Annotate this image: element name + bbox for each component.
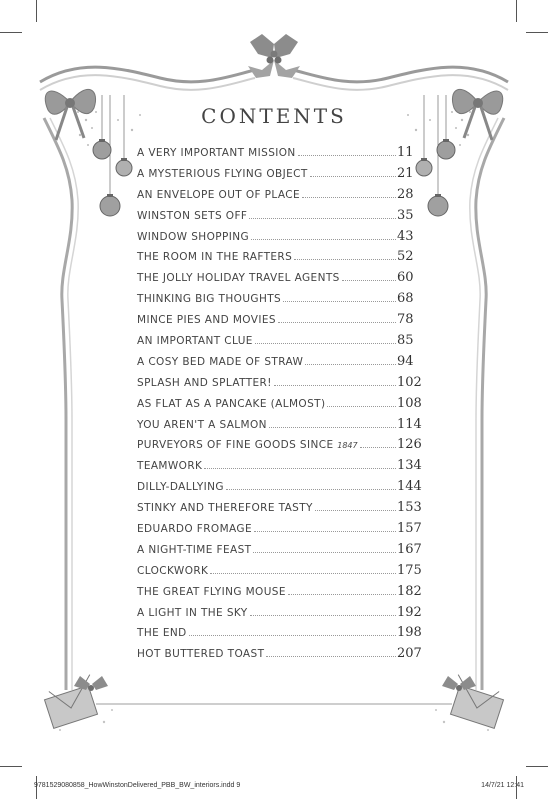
dot-leader — [302, 197, 396, 198]
dot-leader — [278, 322, 396, 323]
toc-entry — [137, 646, 427, 667]
dot-leader — [288, 594, 396, 595]
toc-entry — [137, 605, 427, 626]
toc-entry-page: 182 — [397, 583, 422, 599]
dot-leader — [251, 239, 396, 240]
toc-entry-title: THE ROOM IN THE RAFTERS — [137, 251, 293, 264]
dot-leader — [294, 259, 396, 260]
dot-leader — [254, 531, 396, 532]
toc-entry-title: WINDOW SHOPPING — [137, 230, 249, 243]
bauble-icon — [116, 158, 132, 176]
envelope-icon — [450, 675, 503, 729]
toc-entry-title: A VERY IMPORTANT MISSION — [137, 147, 296, 159]
dot-leader — [269, 427, 396, 428]
toc-entry — [137, 208, 427, 229]
toc-entry-page: 198 — [397, 625, 422, 641]
toc-entry-title: DILLY-DALLYING — [137, 481, 224, 494]
toc-entry — [137, 187, 427, 208]
dot-leader — [255, 343, 396, 344]
toc-entry — [137, 249, 427, 270]
toc-entry-title: PURVEYORS OF FINE GOODS SINCE — [137, 439, 334, 452]
toc-entry-page: 102 — [397, 374, 422, 390]
toc-entry-page: 28 — [397, 186, 414, 202]
toc-entry-page: 157 — [397, 521, 422, 537]
envelope-icon — [44, 675, 97, 729]
footer-file: 9781529080858_HowWinstonDelivered_PBB_BW_interiors.indd 9 — [34, 782, 241, 789]
toc-entry-page: 207 — [397, 646, 422, 662]
toc-entry-page: 175 — [397, 562, 422, 578]
toc-entry — [137, 166, 427, 187]
toc-entry — [137, 291, 427, 312]
toc-entry — [137, 354, 427, 375]
table-of-contents — [137, 145, 427, 667]
dot-leader — [250, 615, 396, 616]
toc-entry-page: 134 — [397, 458, 422, 474]
dot-leader — [327, 406, 396, 407]
dot-leader — [249, 218, 396, 219]
toc-entry — [137, 521, 427, 542]
toc-entry-page: 68 — [397, 291, 414, 307]
toc-entry — [137, 625, 427, 646]
page-title: CONTENTS — [201, 104, 347, 128]
dot-leader — [266, 656, 396, 657]
toc-entry-title: THE JOLLY HOLIDAY TRAVEL AGENTS — [137, 272, 340, 285]
toc-entry-page: 94 — [397, 353, 414, 369]
toc-entry — [137, 542, 427, 563]
toc-entry — [137, 396, 427, 417]
toc-entry — [137, 500, 427, 521]
toc-entry — [137, 437, 427, 458]
toc-entry-page: 192 — [397, 604, 422, 620]
toc-entry-title: HOT BUTTERED TOAST — [137, 648, 265, 661]
toc-entry-title: A LIGHT IN THE SKY — [137, 606, 248, 619]
toc-entry-title: YOU AREN'T A SALMON — [137, 418, 267, 431]
toc-entry-page: 35 — [397, 207, 414, 223]
ribbon-left — [44, 118, 72, 690]
toc-entry — [137, 229, 427, 250]
toc-entry-title: THE GREAT FLYING MOUSE — [137, 585, 286, 598]
dot-leader — [283, 301, 396, 302]
dot-leader — [204, 468, 396, 469]
toc-entry-title: SPLASH AND SPLATTER! — [137, 376, 272, 389]
toc-entry-title: A MYSTERIOUS FLYING OBJECT — [137, 167, 308, 180]
toc-entry — [137, 563, 427, 584]
toc-entry — [137, 417, 427, 438]
bauble-icon — [93, 139, 111, 159]
toc-entry — [137, 270, 427, 291]
bauble-icon — [100, 194, 120, 216]
toc-entry-page: 167 — [397, 541, 422, 557]
toc-entry — [137, 333, 427, 354]
dot-leader — [226, 489, 396, 490]
holly-icon — [248, 34, 300, 78]
toc-entry-title: A NIGHT-TIME FEAST — [137, 543, 252, 556]
toc-entry-year: 1847 — [337, 441, 358, 451]
dot-leader — [210, 573, 396, 574]
dot-leader — [305, 364, 396, 365]
toc-entry-title: CLOCKWORK — [137, 564, 209, 577]
dot-leader — [189, 635, 396, 636]
toc-entry-title: THINKING BIG THOUGHTS — [137, 293, 282, 306]
print-footer — [34, 782, 524, 789]
toc-entry — [137, 584, 427, 605]
toc-entry — [137, 145, 427, 166]
bauble-icon — [437, 139, 455, 159]
ribbon-right — [476, 118, 504, 690]
toc-entry-page: 21 — [397, 165, 414, 181]
toc-entry-page: 52 — [397, 249, 414, 265]
dot-leader — [253, 552, 396, 553]
dot-leader — [310, 176, 396, 177]
toc-entry-page: 11 — [397, 145, 414, 160]
toc-entry-page: 114 — [397, 416, 422, 432]
dot-leader — [342, 280, 396, 281]
toc-entry-page: 43 — [397, 228, 414, 244]
toc-entry-page: 108 — [397, 395, 422, 411]
toc-entry-title: WINSTON SETS OFF — [137, 209, 248, 222]
toc-entry — [137, 312, 427, 333]
toc-entry-title: A COSY BED MADE OF STRAW — [137, 355, 304, 368]
toc-entry-title: AN ENVELOPE OUT OF PLACE — [137, 188, 301, 201]
bauble-icon — [428, 194, 448, 216]
toc-entry-title: THE END — [137, 627, 187, 640]
dot-leader — [274, 385, 396, 386]
toc-entry-title: EDUARDO FROMAGE — [137, 523, 252, 536]
toc-entry-title: AS FLAT AS A PANCAKE (ALMOST) — [137, 397, 326, 410]
dot-leader — [298, 155, 396, 156]
ribbon-top — [40, 67, 508, 82]
toc-entry-title: MINCE PIES AND MOVIES — [137, 314, 276, 327]
dot-leader — [315, 510, 396, 511]
toc-entry — [137, 479, 427, 500]
toc-entry-page: 85 — [397, 333, 414, 349]
toc-entry-title: STINKY AND THEREFORE TASTY — [137, 502, 313, 515]
toc-entry-page: 78 — [397, 312, 414, 328]
footer-stamp: 14/7/21 12:41 — [481, 782, 524, 789]
toc-entry-page: 126 — [397, 437, 422, 453]
dot-leader — [360, 447, 396, 448]
toc-entry-page: 153 — [397, 500, 422, 516]
toc-entry-title: AN IMPORTANT CLUE — [137, 335, 253, 348]
toc-entry-page: 144 — [397, 479, 422, 495]
toc-entry — [137, 458, 427, 479]
toc-entry-title: TEAMWORK — [137, 460, 203, 473]
toc-entry — [137, 375, 427, 396]
toc-entry-page: 60 — [397, 270, 414, 286]
